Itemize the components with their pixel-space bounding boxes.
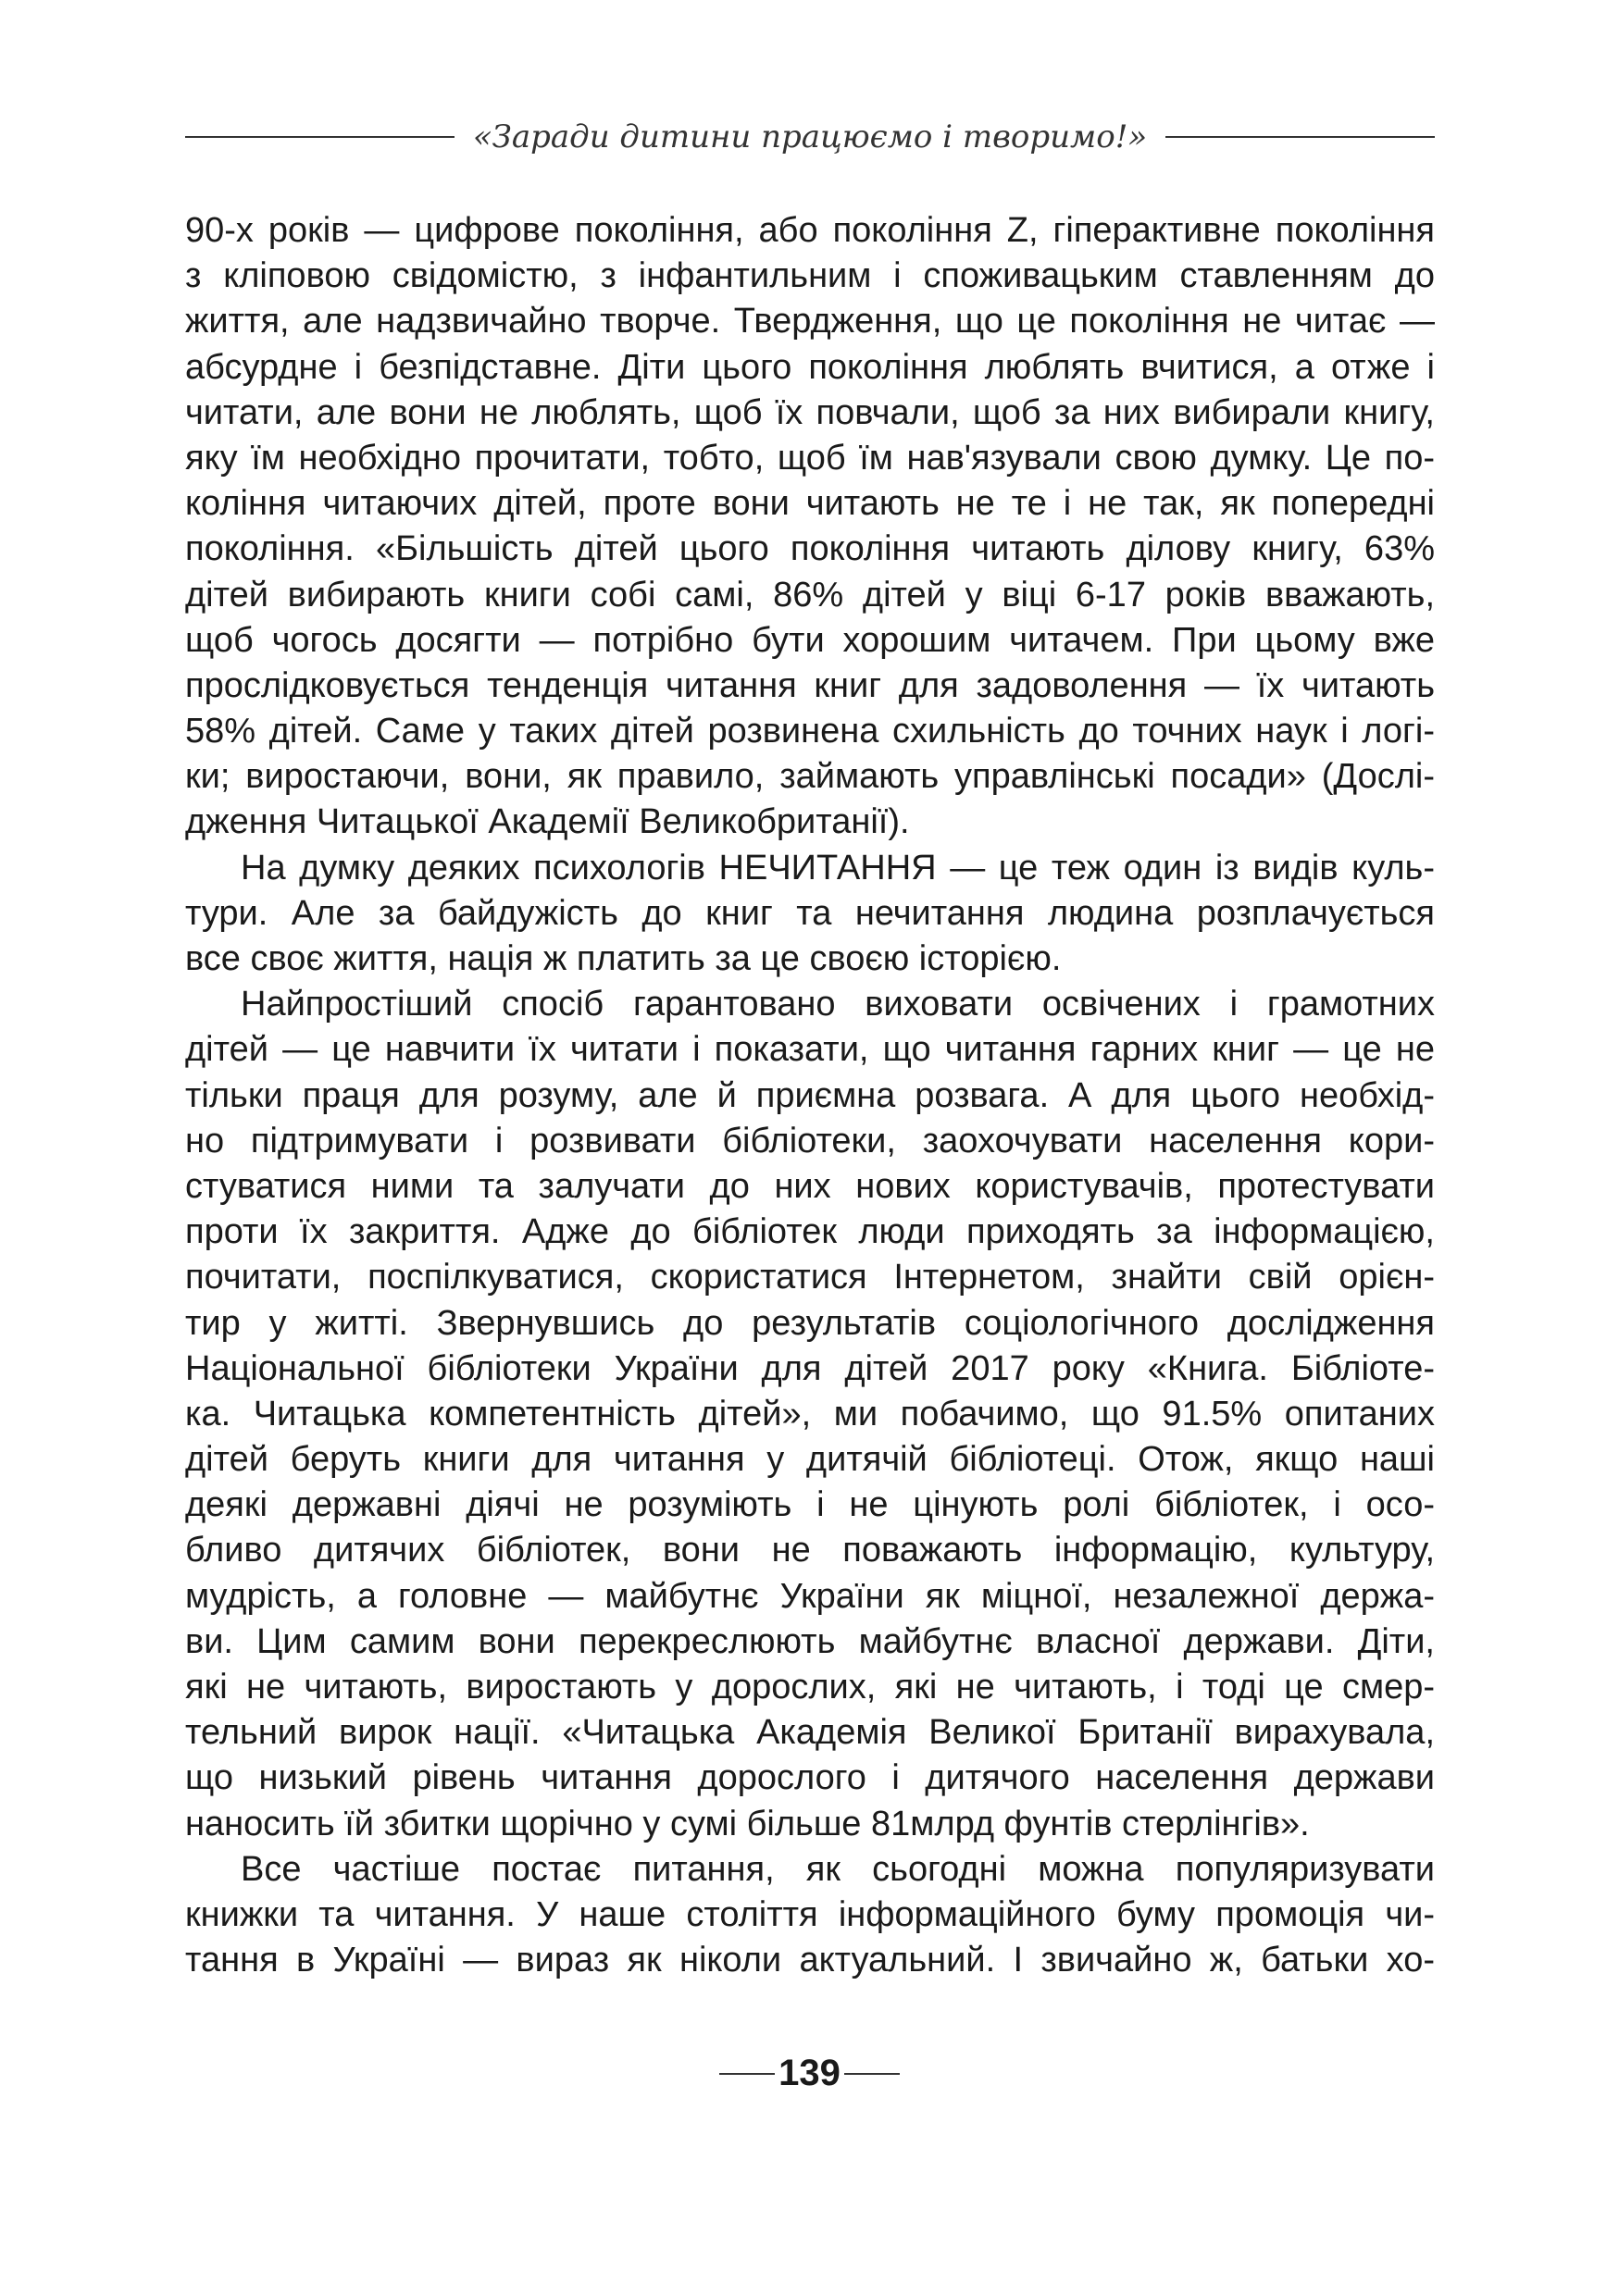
text-line: тир у житті. Звернувшись до результатів соціологічного дослідження	[185, 1303, 1435, 1343]
running-title: «Заради дитини працюємо і творимо!»	[472, 118, 1148, 155]
text-line: тання в Україні — вираз як ніколи актуальний. І звичайно ж, батьки хо-	[185, 1941, 1435, 1980]
text-line: абсурдне і безпідставне. Діти цього покоління люблять вчитися, а отже і	[185, 347, 1435, 387]
text-line: стуватися ними та залучати до них нових користувачів, протестувати	[185, 1166, 1435, 1206]
text-line: прослідковується тенденція читання книг для задоволення — їх читають	[185, 665, 1435, 705]
text-line: проти їх закриття. Адже до бібліотек люди приходять за інформацією,	[185, 1212, 1435, 1252]
text-line: тільки праця для розуму, але й приємна розвага. А для цього необхід-	[185, 1075, 1435, 1115]
running-header	[185, 109, 1435, 165]
text-line: Найпростіший спосіб гарантовано виховати освічених і грамотних	[241, 985, 1435, 1024]
header-rule-left	[185, 136, 455, 138]
text-line: дітей — це навчити їх читати і показати, що читання гарних книг — це не	[185, 1030, 1435, 1070]
text-line: дітей вибирають книги собі самі, 86% дітей у віці 6-17 років вважають,	[185, 575, 1435, 614]
text-line: тельний вирок нації. «Читацька Академія Великої Британії вирахувала,	[185, 1713, 1435, 1753]
text-line: з кліповою свідомістю, з інфантильним і споживацьким ставленням до	[185, 256, 1435, 296]
text-line: дітей беруть книги для читання у дитячій бібліотеці. Отож, якщо наші	[185, 1440, 1435, 1480]
text-line: щоб чогось досягти — потрібно бути хорошим читачем. При цьому вже	[185, 620, 1435, 660]
text-line: наносить їй збитки щорічно у сумі більше 81млрд фунтів стерлінгів».	[185, 1804, 1310, 1843]
folio-dash-left	[719, 2073, 775, 2075]
text-line: мудрість, а головне — майбутнє України як міцної, незалежної держа-	[185, 1576, 1435, 1616]
text-line: ви. Цим самим вони перекреслюють майбутнє власної держави. Діти,	[185, 1621, 1435, 1661]
text-line: книжки та читання. У наше століття інформаційного буму промоція чи-	[185, 1894, 1435, 1934]
text-line: життя, але надзвичайно творче. Твердження, що це покоління не читає —	[185, 302, 1435, 341]
body-text	[185, 208, 1435, 1983]
text-line: почитати, поспілкуватися, скористатися Інтернетом, знайти свій орієн-	[185, 1258, 1435, 1297]
text-line: Все частіше постає питання, як сьогодні можна популяризувати	[241, 1849, 1435, 1889]
text-line: ка. Читацька компетентність дітей», ми побачимо, що 91.5% опитаних	[185, 1394, 1435, 1433]
header-rule-right	[1165, 136, 1435, 138]
text-line: коління читаючих дітей, проте вони читають не те і не так, як попередні	[185, 484, 1435, 524]
text-line: дження Читацької Академії Великобританії).	[185, 802, 910, 842]
text-line: що низький рівень читання дорослого і дитячого населення держави	[185, 1758, 1435, 1798]
folio-dash-right	[844, 2073, 900, 2075]
text-line: На думку деяких психологів НЕЧИТАННЯ — це теж один із видів куль-	[241, 848, 1435, 887]
text-line: які не читають, виростають у дорослих, які не читають, і тоді це смер-	[185, 1668, 1435, 1706]
text-line: 58% дітей. Саме у таких дітей розвинена схильність до точних наук і логі-	[185, 712, 1435, 751]
text-line: ки; виростаючи, вони, як правило, займають управлінські посади» (Дослі-	[185, 757, 1435, 797]
text-line: бливо дитячих бібліотек, вони не поважають інформацію, культуру,	[185, 1531, 1435, 1570]
page-number: 139	[778, 2053, 841, 2093]
text-line: все своє життя, нація ж платить за це своєю історією.	[185, 939, 1062, 978]
page-footer	[0, 2053, 1619, 2094]
text-line: но підтримувати і розвивати бібліотеки, заохочувати населення кори-	[185, 1121, 1435, 1160]
text-line: 90-х років — цифрове покоління, або покоління Z, гіперактивне покоління	[185, 211, 1435, 250]
text-line: яку їм необхідно прочитати, тобто, щоб їм нав'язували свою думку. Це по-	[185, 438, 1435, 478]
text-line: читати, але вони не люблять, щоб їх повчали, щоб за них вибирали книгу,	[185, 392, 1435, 432]
text-line: тури. Але за байдужість до книг та нечитання людина розплачується	[185, 893, 1435, 933]
text-line: деякі державні діячі не розуміють і не цінують ролі бібліотек, і осо-	[185, 1485, 1435, 1525]
text-line: Національної бібліотеки України для дітей 2017 року «Книга. Бібліоте-	[185, 1348, 1435, 1388]
text-line: покоління. «Більшість дітей цього покоління читають ділову книгу, 63%	[185, 529, 1435, 569]
